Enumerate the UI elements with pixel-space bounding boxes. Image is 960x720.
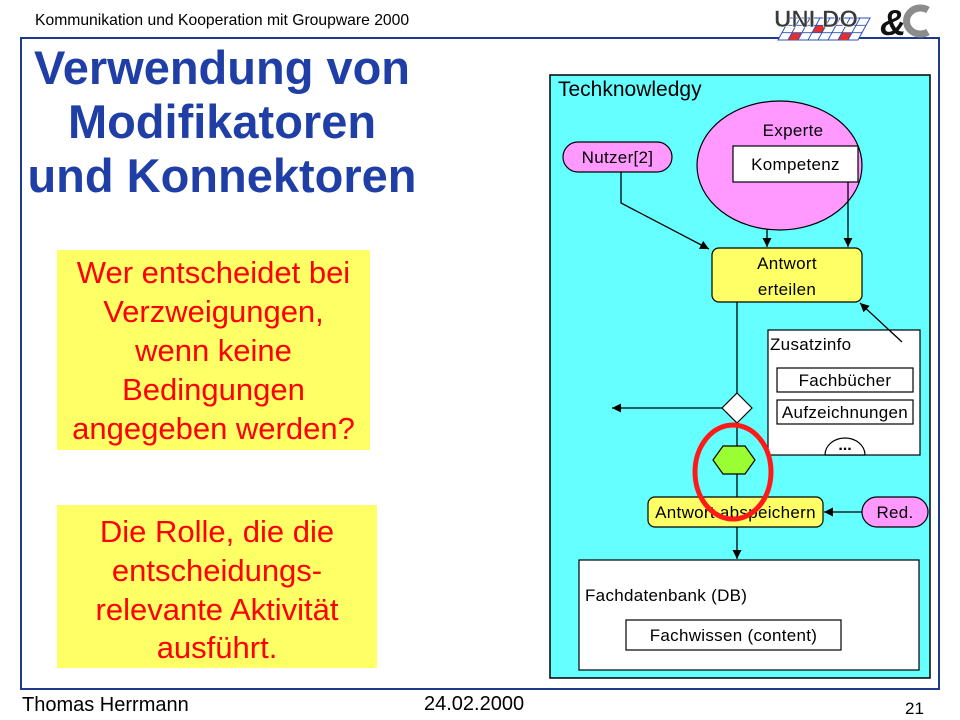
title-line: Verwendung von xyxy=(33,41,411,94)
question-line: Verzweigungen, xyxy=(103,294,324,329)
modifier-hexagon xyxy=(713,446,755,474)
answer-line: relevante Aktivität xyxy=(95,591,339,627)
question-line: wenn keine xyxy=(135,333,292,368)
question-line: Bedingungen xyxy=(122,372,305,407)
title-line: Modifikatoren xyxy=(67,95,377,148)
ampersand-logo xyxy=(880,2,928,43)
footer-date: 24.02.2000 xyxy=(424,693,525,715)
content-label: Fachwissen (content) xyxy=(649,626,818,645)
uni-do-logo-text: UNI DO xyxy=(774,6,858,33)
footer-author: Thomas Herrmann xyxy=(22,694,189,716)
question-line: angegeben werden? xyxy=(72,411,355,446)
activity-answer-label: erteilen xyxy=(757,280,817,299)
question-line: Wer entscheidet bei xyxy=(76,255,351,290)
extra-info-label: Zusatzinfo xyxy=(770,335,852,354)
answer-line: Die Rolle, die die xyxy=(99,514,335,549)
user-role-label: Nutzer[2] xyxy=(581,148,654,167)
activity-store-label: Antwort abspeichern xyxy=(655,503,816,522)
ampersand-logo-text: & xyxy=(880,2,906,43)
info-item-label: Fachbücher xyxy=(798,371,892,390)
database-label: Fachdatenbank (DB) xyxy=(585,586,748,605)
activity-answer-label: Antwort xyxy=(757,254,817,273)
scope-label: Techknowledgy xyxy=(558,78,702,101)
answer-line: entscheidungs- xyxy=(111,552,323,588)
answer-box xyxy=(57,505,377,668)
uni-do-logo xyxy=(774,6,870,40)
page-number: 21 xyxy=(905,699,924,718)
competence-label: Kompetenz xyxy=(751,155,840,174)
course-title: Kommunikation und Kooperation mit Groupware 2000 xyxy=(35,12,410,29)
answer-line: ausführt. xyxy=(156,630,278,666)
role-expert-label: Experte xyxy=(762,121,824,140)
question-box xyxy=(57,250,370,450)
ampersand-logo-swoosh xyxy=(907,8,928,34)
editor-role-label: Red. xyxy=(876,503,914,522)
slide-title xyxy=(2,41,442,203)
info-item-label: Aufzeichnungen xyxy=(781,403,909,422)
header-logos xyxy=(760,0,960,46)
database-box xyxy=(579,560,919,670)
process-diagram xyxy=(545,70,935,685)
more-items-label: ... xyxy=(838,437,852,454)
title-line: und Konnektoren xyxy=(27,149,417,202)
